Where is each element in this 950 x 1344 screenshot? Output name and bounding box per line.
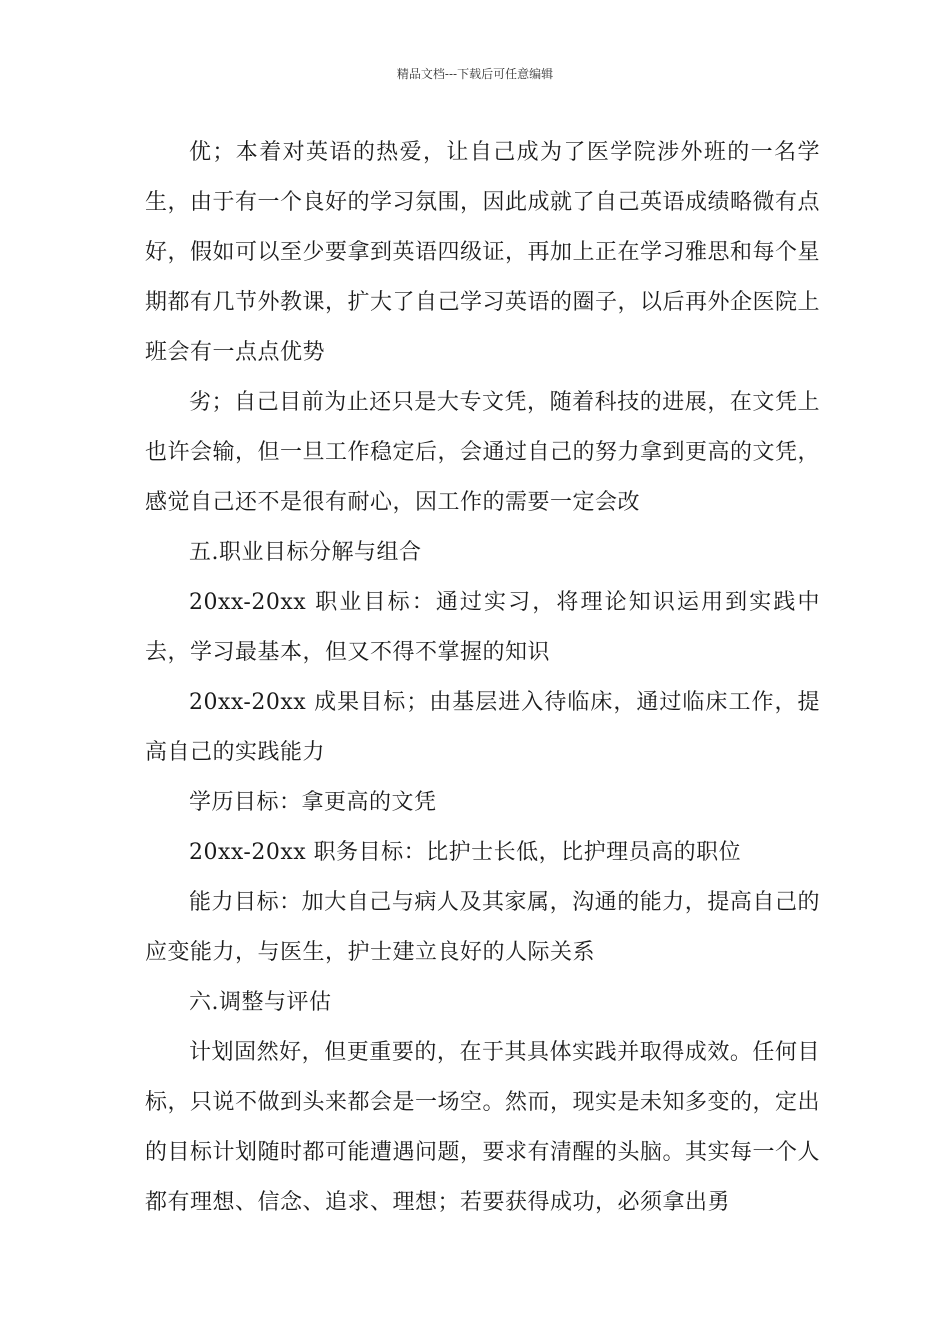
- page-header: 精品文档---下载后可任意编辑: [396, 67, 554, 81]
- paragraph-strengths: 优；本着对英语的热爱，让自己成为了医学院涉外班的一名学生，由于有一个良好的学习氛围，因此成就了自己英语成绩略微有点好，假如可以至少要拿到英语四级证，再加上正在学习雅思和每个星期都有几节外教课，扩大了自己学习英语的圈子，以后再外企医院上班会有一点点优势: [145, 140, 821, 365]
- section-heading-goals: 五.职业目标分解与组合: [189, 540, 422, 565]
- paragraph-weaknesses: 劣；自己目前为止还只是大专文凭，随着科技的进展，在文凭上也许会输，但一旦工作稳定后，会通过自己的努力拿到更高的文凭，感觉自己还不是很有耐心，因工作的需要一定会改: [145, 390, 821, 515]
- paragraph-achievement-goal: 20xx-20xx 成果目标；由基层进入待临床，通过临床工作，提高自己的实践能力: [145, 690, 820, 765]
- paragraph-position-goal: 20xx-20xx 职务目标：比护士长低，比护理员高的职位: [189, 840, 742, 865]
- paragraph-career-goal: 20xx-20xx 职业目标：通过实习，将理论知识运用到实践中去，学习最基本，但又不得不掌握的知识: [145, 590, 820, 665]
- paragraph-ability-goal: 能力目标：加大自己与病人及其家属，沟通的能力，提高自己的应变能力，与医生，护士建立良好的人际关系: [145, 890, 820, 965]
- document-body: [145, 128, 820, 1228]
- section-heading-adjust: 六.调整与评估: [189, 990, 332, 1015]
- paragraph-plan: 计划固然好，但更重要的，在于其具体实践并取得成效。任何目标，只说不做到头来都会是一场空。然而，现实是未知多变的，定出的目标计划随时都可能遭遇问题，要求有清醒的头脑。其实每一个人都有理想、信念、追求、理想；若要获得成功，必须拿出勇: [145, 1040, 821, 1215]
- paragraph-education-goal: 学历目标：拿更高的文凭: [189, 790, 437, 815]
